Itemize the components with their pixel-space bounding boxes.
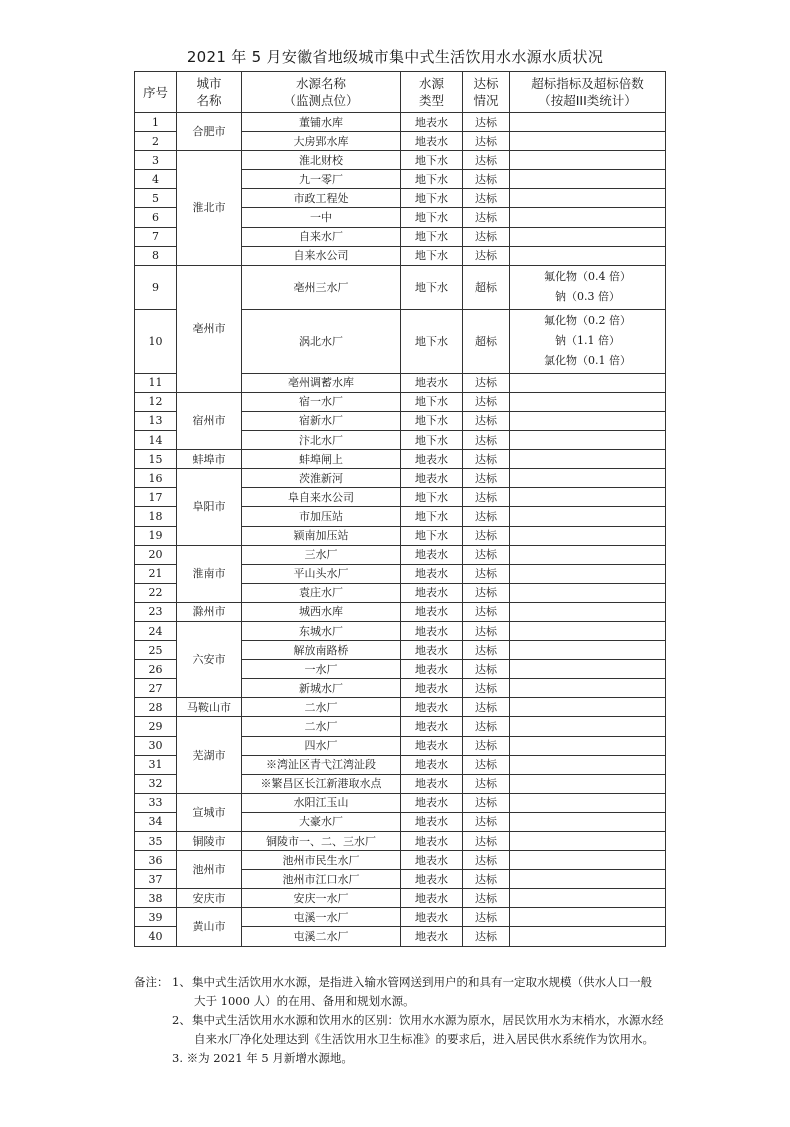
status-cell: 达标	[463, 755, 510, 774]
status-cell: 达标	[463, 488, 510, 507]
source-cell: 大房郢水库	[242, 132, 401, 151]
type-cell: 地下水	[401, 392, 463, 411]
seq-cell: 39	[135, 908, 177, 927]
exceed-cell	[510, 526, 666, 545]
exceed-cell	[510, 698, 666, 717]
type-cell: 地表水	[401, 793, 463, 812]
type-cell: 地表水	[401, 774, 463, 793]
city-cell: 淮南市	[177, 545, 242, 602]
seq-cell: 16	[135, 469, 177, 488]
seq-cell: 13	[135, 411, 177, 430]
seq-cell: 7	[135, 227, 177, 246]
source-cell: 汴北水厂	[242, 431, 401, 450]
exceed-cell	[510, 132, 666, 151]
city-cell: 阜阳市	[177, 469, 242, 545]
type-cell: 地表水	[401, 564, 463, 583]
status-cell: 达标	[463, 526, 510, 545]
header-city: 城市 名称	[177, 72, 242, 113]
type-cell: 地下水	[401, 227, 463, 246]
table-row	[135, 908, 666, 927]
type-cell: 地表水	[401, 889, 463, 908]
type-cell: 地表水	[401, 812, 463, 831]
city-cell: 黄山市	[177, 908, 242, 946]
source-cell: ※湾沚区青弋江湾沚段	[242, 755, 401, 774]
status-cell: 达标	[463, 564, 510, 583]
exceed-item: 钠（1.1 倍）	[555, 334, 620, 348]
seq-cell: 12	[135, 392, 177, 411]
type-cell: 地表水	[401, 870, 463, 889]
exceed-cell	[510, 832, 666, 851]
exceed-cell	[510, 227, 666, 246]
city-cell: 马鞍山市	[177, 698, 242, 717]
type-cell: 地表水	[401, 132, 463, 151]
type-cell: 地表水	[401, 373, 463, 392]
exceed-item: 氯化物（0.1 倍）	[544, 354, 631, 368]
exceed-cell	[510, 507, 666, 526]
source-cell: 颍南加压站	[242, 526, 401, 545]
status-cell: 达标	[463, 889, 510, 908]
table-body	[135, 113, 666, 947]
table-row	[135, 545, 666, 564]
table-row	[135, 889, 666, 908]
type-cell: 地表水	[401, 621, 463, 640]
seq-cell: 3	[135, 151, 177, 170]
table-row	[135, 265, 666, 309]
exceed-cell	[510, 602, 666, 621]
table-row	[135, 450, 666, 469]
source-cell: 平山头水厂	[242, 564, 401, 583]
type-cell: 地表水	[401, 660, 463, 679]
status-cell: 达标	[463, 227, 510, 246]
source-cell: 董铺水库	[242, 113, 401, 132]
status-cell: 达标	[463, 908, 510, 927]
exceed-cell	[510, 450, 666, 469]
table-row	[135, 113, 666, 132]
table-row	[135, 602, 666, 621]
header-row	[135, 72, 666, 113]
source-cell: 茨淮新河	[242, 469, 401, 488]
exceed-cell	[510, 889, 666, 908]
note-3: 3. ※为 2021 年 5 月新增水源地。	[172, 1051, 353, 1065]
status-cell: 达标	[463, 927, 510, 946]
status-cell: 达标	[463, 431, 510, 450]
status-cell: 达标	[463, 583, 510, 602]
exceed-cell	[510, 774, 666, 793]
status-cell: 达标	[463, 621, 510, 640]
exceed-cell	[510, 641, 666, 660]
status-cell: 达标	[463, 411, 510, 430]
seq-cell: 19	[135, 526, 177, 545]
source-cell: 淮北财校	[242, 151, 401, 170]
type-cell: 地表水	[401, 698, 463, 717]
type-cell: 地表水	[401, 469, 463, 488]
type-cell: 地表水	[401, 927, 463, 946]
city-cell: 宿州市	[177, 392, 242, 449]
city-cell: 铜陵市	[177, 832, 242, 851]
seq-cell: 17	[135, 488, 177, 507]
exceed-cell	[510, 564, 666, 583]
header-exceed: 超标指标及超标倍数 （按超III类统计）	[510, 72, 666, 113]
source-cell: 四水厂	[242, 736, 401, 755]
status-cell: 达标	[463, 208, 510, 227]
seq-cell: 6	[135, 208, 177, 227]
city-cell: 亳州市	[177, 265, 242, 392]
table-row	[135, 392, 666, 411]
status-cell: 达标	[463, 450, 510, 469]
type-cell: 地表水	[401, 641, 463, 660]
status-cell: 达标	[463, 641, 510, 660]
water-quality-table	[134, 71, 666, 947]
seq-cell: 34	[135, 812, 177, 831]
status-cell: 达标	[463, 679, 510, 698]
source-cell: 大豪水厂	[242, 812, 401, 831]
seq-cell: 27	[135, 679, 177, 698]
source-cell: 袁庄水厂	[242, 583, 401, 602]
type-cell: 地表水	[401, 851, 463, 870]
source-cell: 市政工程处	[242, 189, 401, 208]
source-cell: 三水厂	[242, 545, 401, 564]
source-cell: 一水厂	[242, 660, 401, 679]
city-cell: 池州市	[177, 851, 242, 889]
source-cell: 自来水公司	[242, 246, 401, 265]
seq-cell: 18	[135, 507, 177, 526]
type-cell: 地表水	[401, 113, 463, 132]
seq-cell: 31	[135, 755, 177, 774]
status-cell: 达标	[463, 698, 510, 717]
exceed-cell	[510, 908, 666, 927]
type-cell: 地下水	[401, 411, 463, 430]
exceed-item: 氟化物（0.2 倍）	[544, 314, 631, 328]
status-cell: 达标	[463, 602, 510, 621]
source-cell: 解放南路桥	[242, 641, 401, 660]
source-cell: 蚌埠闸上	[242, 450, 401, 469]
seq-cell: 23	[135, 602, 177, 621]
seq-cell: 10	[135, 309, 177, 373]
status-cell: 达标	[463, 660, 510, 679]
source-cell: 市加压站	[242, 507, 401, 526]
city-cell: 六安市	[177, 621, 242, 697]
status-cell: 达标	[463, 132, 510, 151]
seq-cell: 28	[135, 698, 177, 717]
status-cell: 达标	[463, 373, 510, 392]
exceed-cell	[510, 431, 666, 450]
city-cell: 滁州市	[177, 602, 242, 621]
type-cell: 地表水	[401, 450, 463, 469]
source-cell: 屯溪二水厂	[242, 927, 401, 946]
city-cell: 合肥市	[177, 113, 242, 151]
type-cell: 地下水	[401, 309, 463, 373]
page-title: 2021 年 5 月安徽省地级城市集中式生活饮用水水源水质状况	[186, 48, 604, 66]
type-cell: 地下水	[401, 246, 463, 265]
header-type: 水源 类型	[401, 72, 463, 113]
status-cell: 超标	[463, 309, 510, 373]
seq-cell: 5	[135, 189, 177, 208]
seq-cell: 1	[135, 113, 177, 132]
source-cell: 安庆一水厂	[242, 889, 401, 908]
status-cell: 超标	[463, 265, 510, 309]
source-cell: 涡北水厂	[242, 309, 401, 373]
note-1-cont: 大于 1000 人）的在用、备用和规划水源。	[194, 994, 415, 1008]
exceed-cell	[510, 392, 666, 411]
source-cell: 亳州调蓄水库	[242, 373, 401, 392]
source-cell: 二水厂	[242, 717, 401, 736]
note-2: 2、集中式生活饮用水水源和饮用水的区别：饮用水水源为原水，居民饮用水为末梢水，水源水经	[172, 1013, 664, 1027]
type-cell: 地下水	[401, 507, 463, 526]
seq-cell: 38	[135, 889, 177, 908]
status-cell: 达标	[463, 870, 510, 889]
exceed-cell	[510, 717, 666, 736]
note-1: 备注： 1、集中式生活饮用水水源，是指进入输水管网送到用户的和具有一定取水规模（供水人口一般	[134, 975, 652, 989]
type-cell: 地下水	[401, 189, 463, 208]
status-cell: 达标	[463, 736, 510, 755]
seq-cell: 33	[135, 793, 177, 812]
status-cell: 达标	[463, 812, 510, 831]
type-cell: 地表水	[401, 602, 463, 621]
exceed-cell	[510, 170, 666, 189]
source-cell: 一中	[242, 208, 401, 227]
seq-cell: 15	[135, 450, 177, 469]
type-cell: 地表水	[401, 545, 463, 564]
exceed-cell	[510, 488, 666, 507]
source-cell: 水阳江玉山	[242, 793, 401, 812]
source-cell: 城西水库	[242, 602, 401, 621]
status-cell: 达标	[463, 151, 510, 170]
exceed-cell	[510, 208, 666, 227]
table-row	[135, 851, 666, 870]
type-cell: 地下水	[401, 265, 463, 309]
source-cell: 宿新水厂	[242, 411, 401, 430]
exceed-cell	[510, 189, 666, 208]
exceed-cell	[510, 469, 666, 488]
seq-cell: 4	[135, 170, 177, 189]
type-cell: 地下水	[401, 208, 463, 227]
city-cell: 淮北市	[177, 151, 242, 266]
source-cell: 池州市江口水厂	[242, 870, 401, 889]
seq-cell: 14	[135, 431, 177, 450]
city-cell: 蚌埠市	[177, 450, 242, 469]
exceed-cell	[510, 246, 666, 265]
type-cell: 地下水	[401, 170, 463, 189]
city-cell: 宣城市	[177, 793, 242, 831]
seq-cell: 29	[135, 717, 177, 736]
seq-cell: 24	[135, 621, 177, 640]
seq-cell: 36	[135, 851, 177, 870]
seq-cell: 21	[135, 564, 177, 583]
source-cell: 九一零厂	[242, 170, 401, 189]
note-2-cont: 自来水厂净化处理达到《生活饮用水卫生标准》的要求后，进入居民供水系统作为饮用水。	[194, 1032, 654, 1046]
table-row	[135, 717, 666, 736]
header-seq: 序号	[135, 72, 177, 113]
table-row	[135, 151, 666, 170]
exceed-cell	[510, 545, 666, 564]
seq-cell: 8	[135, 246, 177, 265]
seq-cell: 22	[135, 583, 177, 602]
city-cell: 安庆市	[177, 889, 242, 908]
exceed-cell	[510, 851, 666, 870]
status-cell: 达标	[463, 851, 510, 870]
status-cell: 达标	[463, 832, 510, 851]
exceed-cell	[510, 793, 666, 812]
source-cell: 新城水厂	[242, 679, 401, 698]
exceed-cell	[510, 621, 666, 640]
notes	[134, 973, 694, 1068]
table-row	[135, 832, 666, 851]
city-cell: 芜湖市	[177, 717, 242, 793]
type-cell: 地表水	[401, 583, 463, 602]
type-cell: 地下水	[401, 151, 463, 170]
exceed-cell	[510, 870, 666, 889]
type-cell: 地表水	[401, 736, 463, 755]
status-cell: 达标	[463, 774, 510, 793]
type-cell: 地表水	[401, 908, 463, 927]
status-cell: 达标	[463, 392, 510, 411]
seq-cell: 11	[135, 373, 177, 392]
seq-cell: 40	[135, 927, 177, 946]
seq-cell: 20	[135, 545, 177, 564]
status-cell: 达标	[463, 545, 510, 564]
source-cell: 东城水厂	[242, 621, 401, 640]
source-cell: 宿一水厂	[242, 392, 401, 411]
source-cell: 屯溪一水厂	[242, 908, 401, 927]
exceed-item: 氟化物（0.4 倍）	[544, 270, 631, 284]
type-cell: 地表水	[401, 755, 463, 774]
exceed-cell	[510, 411, 666, 430]
status-cell: 达标	[463, 189, 510, 208]
status-cell: 达标	[463, 507, 510, 526]
seq-cell: 25	[135, 641, 177, 660]
status-cell: 达标	[463, 717, 510, 736]
source-cell: 自来水厂	[242, 227, 401, 246]
seq-cell: 9	[135, 265, 177, 309]
source-cell: 二水厂	[242, 698, 401, 717]
exceed-cell	[510, 812, 666, 831]
exceed-cell	[510, 309, 666, 373]
table-row	[135, 698, 666, 717]
type-cell: 地下水	[401, 488, 463, 507]
status-cell: 达标	[463, 170, 510, 189]
type-cell: 地表水	[401, 832, 463, 851]
status-cell: 达标	[463, 793, 510, 812]
type-cell: 地下水	[401, 526, 463, 545]
exceed-cell	[510, 373, 666, 392]
table-row	[135, 469, 666, 488]
source-cell: 亳州三水厂	[242, 265, 401, 309]
seq-cell: 32	[135, 774, 177, 793]
type-cell: 地表水	[401, 717, 463, 736]
status-cell: 达标	[463, 113, 510, 132]
exceed-cell	[510, 583, 666, 602]
source-cell: ※繁昌区长江新港取水点	[242, 774, 401, 793]
exceed-cell	[510, 927, 666, 946]
table-row	[135, 621, 666, 640]
source-cell: 池州市民生水厂	[242, 851, 401, 870]
exceed-item: 钠（0.3 倍）	[555, 290, 620, 304]
seq-cell: 26	[135, 660, 177, 679]
seq-cell: 2	[135, 132, 177, 151]
status-cell: 达标	[463, 246, 510, 265]
seq-cell: 30	[135, 736, 177, 755]
seq-cell: 37	[135, 870, 177, 889]
exceed-cell	[510, 113, 666, 132]
exceed-cell	[510, 151, 666, 170]
header-source: 水源名称 （监测点位）	[242, 72, 401, 113]
header-status: 达标 情况	[463, 72, 510, 113]
exceed-cell	[510, 755, 666, 774]
seq-cell: 35	[135, 832, 177, 851]
type-cell: 地下水	[401, 431, 463, 450]
table-row	[135, 793, 666, 812]
source-cell: 铜陵市一、二、三水厂	[242, 832, 401, 851]
source-cell: 阜自来水公司	[242, 488, 401, 507]
status-cell: 达标	[463, 469, 510, 488]
exceed-cell	[510, 660, 666, 679]
type-cell: 地表水	[401, 679, 463, 698]
exceed-cell	[510, 265, 666, 309]
exceed-cell	[510, 736, 666, 755]
exceed-cell	[510, 679, 666, 698]
